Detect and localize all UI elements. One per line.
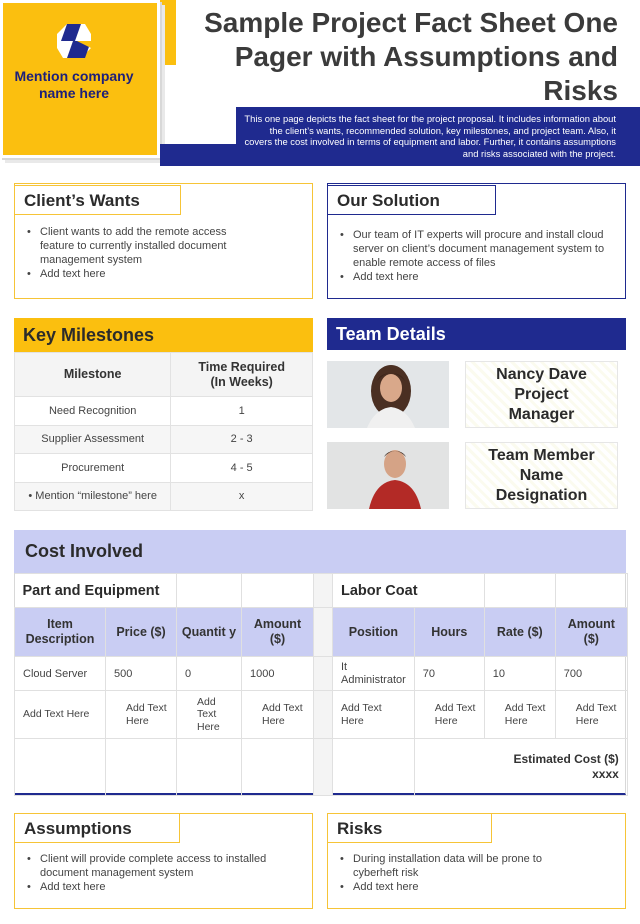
rate-cell: 10 bbox=[484, 657, 555, 691]
list-item: • Client will provide complete access to installed document management system bbox=[24, 852, 274, 880]
amount-cell: 1000 bbox=[242, 657, 314, 691]
cost-involved-heading: Cost Involved bbox=[14, 530, 626, 573]
page-description: This one page depicts the fact sheet for the project proposal. It includes information about the client’s wants, recommended solution, key milestones, and project team. Also, it covers the cost involved in terms of equipment and labor. Further, it contains assumptions and risks associated with the project. bbox=[236, 107, 640, 166]
placeholder-cell: Add Text Here bbox=[106, 691, 177, 739]
list-item: • During installation data will be prone to cyberheft risk bbox=[337, 852, 577, 880]
milestone-cell: • Mention “milestone” here bbox=[15, 482, 171, 511]
milestone-cell: Supplier Assessment bbox=[15, 425, 171, 454]
list-item: • Add text here bbox=[337, 270, 605, 284]
risks-list bbox=[337, 852, 577, 894]
part-equipment-heading: Part and Equipment bbox=[15, 574, 177, 608]
table-row bbox=[15, 397, 313, 426]
woman-avatar-icon bbox=[327, 361, 449, 428]
man-avatar-icon bbox=[327, 442, 449, 509]
hours-cell: 70 bbox=[414, 657, 484, 691]
table-row bbox=[15, 454, 313, 483]
placeholder-cell: Add Text Here bbox=[242, 691, 314, 739]
quantity-header: Quantit y bbox=[177, 608, 242, 657]
clients-wants-heading: Client’s Wants bbox=[14, 185, 181, 215]
labor-coat-heading: Labor Coat bbox=[333, 574, 485, 608]
placeholder-cell: Add Text Here bbox=[333, 691, 415, 739]
clients-wants-list bbox=[24, 225, 234, 281]
time-cell: x bbox=[171, 482, 313, 511]
team-member-card: Team Member Name Designation bbox=[465, 442, 618, 509]
milestones-table bbox=[14, 352, 313, 511]
table-row bbox=[15, 482, 313, 511]
time-cell: 2 - 3 bbox=[171, 425, 313, 454]
assumptions-list bbox=[24, 852, 274, 894]
risks-heading: Risks bbox=[327, 813, 492, 843]
estimated-cost-value: xxxx bbox=[592, 767, 619, 781]
page-title: Sample Project Fact Sheet One Pager with Assumptions and Risks bbox=[204, 7, 618, 106]
estimated-cost bbox=[414, 739, 627, 796]
company-name: Mention company name here bbox=[14, 68, 134, 101]
position-cell: It Administrator bbox=[333, 657, 415, 691]
placeholder-cell: Add Text Here bbox=[15, 691, 106, 739]
hours-header: Hours bbox=[414, 608, 484, 657]
time-column-header: Time Required (In Weeks) bbox=[171, 353, 313, 397]
placeholder-cell: Add Text Here bbox=[177, 691, 242, 739]
list-item: • Add text here bbox=[337, 880, 577, 894]
team-details-heading: Team Details bbox=[327, 318, 626, 350]
time-cell: 1 bbox=[171, 397, 313, 426]
position-header: Position bbox=[333, 608, 415, 657]
key-milestones-heading: Key Milestones bbox=[14, 318, 313, 352]
team-member-photo bbox=[327, 361, 449, 428]
placeholder-cell: Add Text Here bbox=[414, 691, 484, 739]
list-item: • Our team of IT experts will procure and install cloud server on client’s document management system to enable remote access of files bbox=[337, 228, 605, 270]
cost-table bbox=[14, 573, 628, 796]
team-member-photo bbox=[327, 442, 449, 509]
our-solution-list bbox=[337, 228, 605, 284]
table-row bbox=[15, 657, 628, 691]
estimated-cost-label: Estimated Cost ($) bbox=[513, 752, 619, 766]
list-item: • Add text here bbox=[24, 267, 234, 281]
labor-amount-header: Amount ($) bbox=[555, 608, 627, 657]
item-cell: Cloud Server bbox=[15, 657, 106, 691]
our-solution-heading: Our Solution bbox=[327, 185, 496, 215]
placeholder-cell: Add Text Here bbox=[555, 691, 627, 739]
table-row bbox=[15, 691, 628, 739]
amount-header: Amount ($) bbox=[242, 608, 314, 657]
list-item: • Add text here bbox=[24, 880, 274, 894]
labor-amount-cell: 700 bbox=[555, 657, 627, 691]
assumptions-heading: Assumptions bbox=[14, 813, 180, 843]
quantity-cell: 0 bbox=[177, 657, 242, 691]
time-cell: 4 - 5 bbox=[171, 454, 313, 483]
price-cell: 500 bbox=[106, 657, 177, 691]
milestone-cell: Need Recognition bbox=[15, 397, 171, 426]
placeholder-cell: Add Text Here bbox=[484, 691, 555, 739]
price-header: Price ($) bbox=[106, 608, 177, 657]
team-member-card: Nancy Dave Project Manager bbox=[465, 361, 618, 428]
milestone-column-header: Milestone bbox=[15, 353, 171, 397]
rate-header: Rate ($) bbox=[484, 608, 555, 657]
item-description-header: Item Description bbox=[15, 608, 106, 657]
company-logo-icon bbox=[55, 22, 93, 60]
list-item: • Client wants to add the remote access feature to currently installed document management system bbox=[24, 225, 234, 267]
milestone-cell: Procurement bbox=[15, 454, 171, 483]
table-row bbox=[15, 425, 313, 454]
